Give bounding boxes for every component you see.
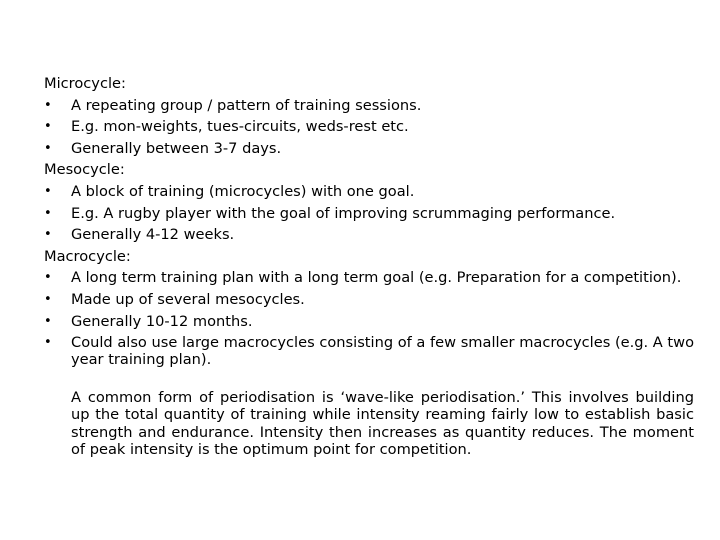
bullet-icon: • — [44, 205, 52, 221]
bullet-item — [44, 332, 694, 371]
bullet-icon: • — [44, 270, 52, 286]
bullet-text: Could also use large macrocycles consisting of a few smaller macrocycles (e.g. A two year training plan). — [71, 334, 695, 369]
bullet-icon: • — [44, 227, 52, 243]
section-heading: Mesocycle: — [44, 161, 125, 179]
bullet-text: E.g. mon-weights, tues-circuits, weds-rest etc. — [71, 118, 409, 136]
bullet-item — [44, 311, 694, 333]
bullet-icon: • — [44, 291, 52, 307]
bullet-item — [44, 138, 694, 160]
bullet-item — [44, 116, 694, 138]
bullet-text: Generally between 3-7 days. — [71, 139, 282, 157]
section-heading: Macrocycle: — [44, 247, 131, 265]
bullet-item — [44, 289, 694, 311]
section-macrocycle — [44, 246, 694, 371]
bullet-item — [44, 267, 694, 289]
bullet-text: Made up of several mesocycles. — [71, 290, 305, 308]
bullet-text: E.g. A rugby player with the goal of improving scrummaging performance. — [71, 204, 616, 222]
section-microcycle — [44, 73, 694, 159]
slide-content — [44, 73, 694, 473]
bullet-item — [44, 181, 694, 203]
bullet-icon: • — [44, 97, 52, 113]
section-mesocycle — [44, 159, 694, 245]
bullet-item — [44, 224, 694, 246]
bullet-icon: • — [44, 119, 52, 135]
bullet-text: A repeating group / pattern of training sessions. — [71, 96, 422, 114]
bullet-icon: • — [44, 313, 52, 329]
bullet-text: A block of training (microcycles) with one goal. — [71, 182, 415, 200]
bullet-icon: • — [44, 183, 52, 199]
section-heading: Microcycle: — [44, 75, 126, 92]
bullet-item — [44, 95, 694, 117]
bullet-icon: • — [44, 335, 52, 351]
bullet-text: Generally 10-12 months. — [71, 312, 253, 330]
bullet-text: Generally 4-12 weeks. — [71, 226, 235, 244]
bullet-icon: • — [44, 140, 52, 156]
bullet-item — [44, 203, 694, 225]
bullet-text: A long term training plan with a long term goal (e.g. Preparation for a competition). — [71, 269, 682, 287]
periodisation-paragraph: A common form of periodisation is ‘wave-like periodisation.’ This involves building up the total quantity of training while intensity reaming fairly low to establish basic strength and endurance. Intensity then increases as quantity reduces. The moment of peak intensity is the optimum point for competition. — [71, 388, 694, 458]
